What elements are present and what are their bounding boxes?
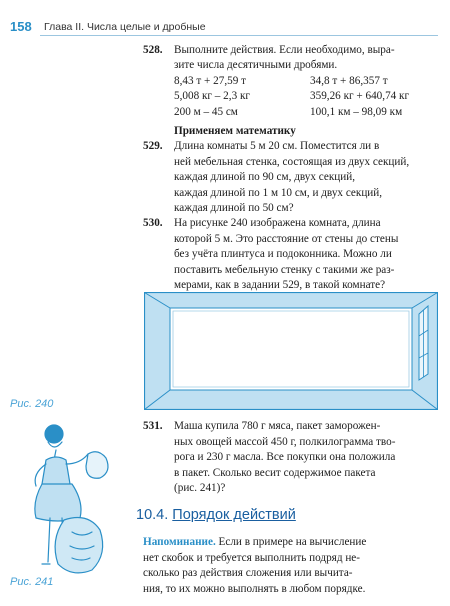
exercise-531-line: в пакет. Сколько весит содержимое пакета	[174, 467, 376, 479]
exercise-528-expr: 5,008 кг – 2,3 кг	[174, 90, 250, 102]
exercise-528-number: 528.	[143, 44, 163, 56]
reminder-line	[143, 535, 366, 551]
exercise-528-line: зите числа десятичными дробями.	[174, 59, 338, 71]
exercise-528-expr: 200 м – 45 см	[174, 106, 238, 118]
shopping-bag	[55, 518, 103, 573]
exercise-531-line: Маша купила 780 г мяса, пакет заморожен-	[174, 420, 381, 432]
chapter-title: Глава II. Числа целые и дробные	[44, 21, 206, 33]
reminder-text: Если в примере на вычисление	[215, 536, 367, 548]
window-icon	[419, 306, 428, 380]
figure-241-caption: Рис. 241	[10, 576, 54, 588]
reminder-label: Напоминание.	[143, 536, 216, 548]
exercise-528-expr: 359,26 кг + 640,74 кг	[310, 90, 410, 102]
page-number: 158	[10, 19, 32, 34]
apply-math-heading: Применяем математику	[174, 125, 296, 137]
exercise-529-line: каждая длиной по 50 см?	[174, 202, 294, 214]
girl-with-bag-illustration	[28, 420, 128, 580]
exercise-529-line: Длина комнаты 5 м 20 см. Поместится ли в	[174, 140, 380, 152]
exercise-530-line: мерами, как в задании 529, в такой комнате?	[174, 279, 386, 291]
reminder-line: ния, то их можно выполнять в любом порядке.	[143, 583, 366, 595]
exercise-528-expr: 34,8 т + 86,357 т	[310, 75, 388, 87]
hair	[45, 425, 63, 443]
page-header	[0, 0, 450, 34]
exercise-528-expr: 100,1 км – 98,09 км	[310, 106, 403, 118]
exercise-529-line: каждая длиной по 90 см, двух секций,	[174, 171, 356, 183]
exercise-530-line: поставить мебельную стенку с такими же раз-	[174, 264, 395, 276]
exercise-529-number: 529.	[143, 140, 163, 152]
exercise-528-line: Выполните действия. Если необходимо, выра-	[174, 44, 395, 56]
dress-top	[42, 457, 70, 487]
exercise-530-line: которой 5 м. Это расстояние от стены до стены	[174, 233, 399, 245]
section-number: 10.4.	[136, 507, 169, 523]
right-arm	[66, 454, 88, 464]
section-title: Порядок действий	[172, 507, 296, 523]
exercise-529-line: ней мебельная стенка, состоящая из двух секций,	[174, 156, 410, 168]
exercise-529-line: каждая длиной по 1 м 10 см, и двух секций,	[174, 187, 383, 199]
reminder-line: нет скобок и требуется выполнить подряд не-	[143, 552, 360, 564]
exercise-528-expr: 8,43 т + 27,59 т	[174, 75, 247, 87]
figure-240-caption: Рис. 240	[10, 398, 54, 410]
exercise-531-number: 531.	[143, 420, 163, 432]
small-bag	[86, 452, 108, 479]
exercise-530-line: На рисунке 240 изображена комната, длина	[174, 217, 381, 229]
reminder-line: сколько раз действия сложения или вычита-	[143, 567, 353, 579]
exercise-531-line: (рис. 241)?	[174, 482, 226, 494]
exercise-530-number: 530.	[143, 217, 163, 229]
dress-skirt	[35, 484, 81, 521]
room-back-wall	[170, 308, 412, 390]
exercise-531-line: ных овощей массой 450 г, полкилограмма тво-	[174, 436, 396, 448]
room-illustration	[144, 292, 438, 410]
exercise-530-line: без учёта плинтуса и подоконника. Можно ли	[174, 248, 392, 260]
exercise-531-line: рога и 230 г масла. Все покупки она положила	[174, 451, 396, 463]
section-heading	[136, 507, 296, 523]
header-rule	[40, 35, 438, 36]
